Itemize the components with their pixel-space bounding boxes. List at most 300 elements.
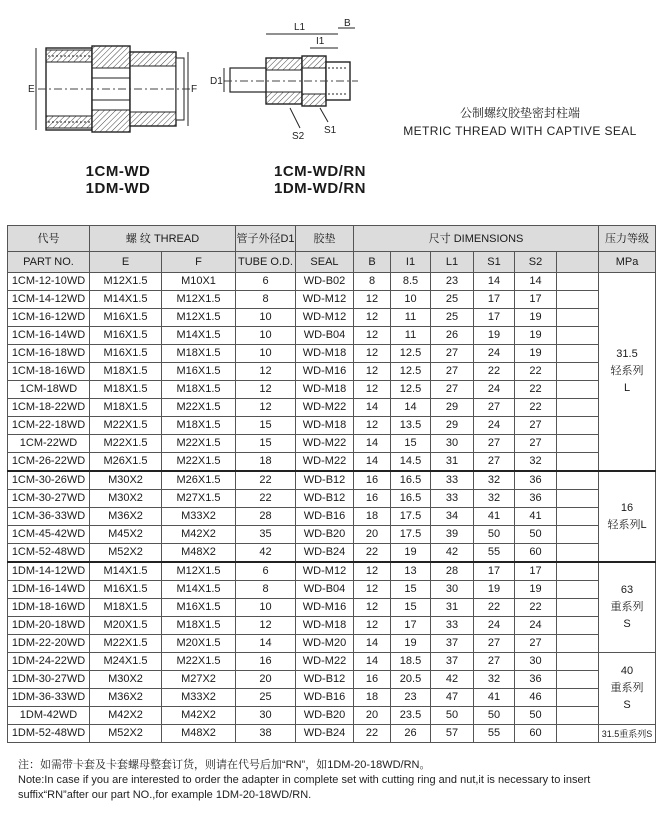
cell-s2: 41 xyxy=(515,508,557,526)
cell-l1: 27 xyxy=(431,381,474,399)
cell-b: 14 xyxy=(354,635,391,653)
table-row xyxy=(8,599,656,617)
model-name: 1CM-WD xyxy=(85,163,151,180)
cell-s1: 50 xyxy=(474,707,515,725)
cell-b: 20 xyxy=(354,526,391,544)
table-row xyxy=(8,635,656,653)
cell-s1: 32 xyxy=(474,671,515,689)
caption-cn: 公制螺纹胶垫密封柱端 xyxy=(459,106,580,120)
cell-i1: 15 xyxy=(391,599,431,617)
cell-tube-od: 12 xyxy=(236,363,296,381)
cell-tube-od: 38 xyxy=(236,725,296,743)
cell-s2: 14 xyxy=(515,273,557,291)
table-row xyxy=(8,399,656,417)
cell-seal: WD-M20 xyxy=(296,635,354,653)
dim-label-d1: D1 xyxy=(210,76,223,87)
pressure-class-line: 轻系列 xyxy=(610,365,644,377)
cell-tube-od: 30 xyxy=(236,707,296,725)
cell-s1: 27 xyxy=(474,635,515,653)
cell-b: 22 xyxy=(354,544,391,563)
cell-thread-e: M12X1.5 xyxy=(90,273,162,291)
cell-s1: 32 xyxy=(474,490,515,508)
cell-seal: WD-M18 xyxy=(296,417,354,435)
table-row xyxy=(8,273,656,291)
pressure-class-line: 31.5 xyxy=(616,348,638,360)
cell-tube-od: 22 xyxy=(236,471,296,490)
cell-thread-f: M48X2 xyxy=(162,544,236,563)
cell-thread-e: M42X2 xyxy=(90,707,162,725)
cell-s1: 24 xyxy=(474,345,515,363)
cell-b: 12 xyxy=(354,417,391,435)
table-row xyxy=(8,581,656,599)
table-row xyxy=(8,327,656,345)
cell-s2: 17 xyxy=(515,291,557,309)
cell-l1: 27 xyxy=(431,345,474,363)
cell-i1: 14.5 xyxy=(391,453,431,472)
cell-thread-e: M52X2 xyxy=(90,725,162,743)
cell-l1: 25 xyxy=(431,309,474,327)
header-pressure-cn: 压力等级 xyxy=(599,226,656,252)
cell-seal: WD-M16 xyxy=(296,363,354,381)
cell-thread-f: M48X2 xyxy=(162,725,236,743)
cell-i1: 20.5 xyxy=(391,671,431,689)
cell-blank xyxy=(557,327,599,345)
table-row xyxy=(8,490,656,508)
table-row xyxy=(8,309,656,327)
cell-tube-od: 14 xyxy=(236,635,296,653)
note-cn: 注：如需带卡套及卡套螺母整套订货，则请在代号后加“RN”，如1DM-20-18WD/RN。 xyxy=(18,759,431,771)
table-row xyxy=(8,725,656,743)
cell-blank xyxy=(557,689,599,707)
cell-seal: WD-M18 xyxy=(296,381,354,399)
cell-s1: 22 xyxy=(474,363,515,381)
cell-part-no: 1DM-24-22WD xyxy=(8,653,90,671)
cell-blank xyxy=(557,599,599,617)
cell-tube-od: 18 xyxy=(236,453,296,472)
cell-i1: 18.5 xyxy=(391,653,431,671)
cell-i1: 13 xyxy=(391,562,431,581)
cell-seal: WD-B02 xyxy=(296,273,354,291)
cell-s2: 32 xyxy=(515,453,557,472)
cell-thread-f: M18X1.5 xyxy=(162,381,236,399)
cell-seal: WD-B20 xyxy=(296,526,354,544)
cell-thread-f: M18X1.5 xyxy=(162,617,236,635)
cell-b: 16 xyxy=(354,671,391,689)
cell-thread-e: M16X1.5 xyxy=(90,309,162,327)
dim-label-e: E xyxy=(28,84,35,95)
cell-l1: 28 xyxy=(431,562,474,581)
cell-tube-od: 25 xyxy=(236,689,296,707)
cell-part-no: 1DM-14-12WD xyxy=(8,562,90,581)
cell-seal: WD-M18 xyxy=(296,617,354,635)
cell-b: 8 xyxy=(354,273,391,291)
cell-l1: 26 xyxy=(431,327,474,345)
cell-s1: 27 xyxy=(474,653,515,671)
cell-thread-f: M22X1.5 xyxy=(162,435,236,453)
cell-i1: 16.5 xyxy=(391,490,431,508)
header-thread-e: E xyxy=(90,252,162,273)
cell-seal: WD-M18 xyxy=(296,345,354,363)
cell-thread-e: M30X2 xyxy=(90,490,162,508)
cell-i1: 12.5 xyxy=(391,345,431,363)
cell-thread-e: M14X1.5 xyxy=(90,562,162,581)
cell-seal: WD-B04 xyxy=(296,581,354,599)
cell-blank xyxy=(557,273,599,291)
header-thread: 螺 纹 THREAD xyxy=(90,226,236,252)
cell-b: 18 xyxy=(354,689,391,707)
cell-b: 18 xyxy=(354,508,391,526)
dim-label-b: B xyxy=(344,18,351,29)
cell-thread-e: M52X2 xyxy=(90,544,162,563)
cell-tube-od: 10 xyxy=(236,599,296,617)
dim-label-s2: S2 xyxy=(292,131,305,140)
cell-thread-e: M18X1.5 xyxy=(90,363,162,381)
cell-b: 16 xyxy=(354,490,391,508)
header-blank xyxy=(557,252,599,273)
cell-s2: 19 xyxy=(515,327,557,345)
cell-blank xyxy=(557,381,599,399)
cell-l1: 27 xyxy=(431,363,474,381)
fitting-drawing-rn xyxy=(210,18,370,140)
table-row xyxy=(8,417,656,435)
header-thread-f: F xyxy=(162,252,236,273)
header-pressure-unit: MPa xyxy=(599,252,656,273)
cell-seal: WD-B20 xyxy=(296,707,354,725)
cell-blank xyxy=(557,471,599,490)
cell-thread-f: M26X1.5 xyxy=(162,471,236,490)
cell-seal: WD-B12 xyxy=(296,671,354,689)
cell-s2: 36 xyxy=(515,671,557,689)
cell-s1: 27 xyxy=(474,435,515,453)
cell-s1: 41 xyxy=(474,689,515,707)
cell-thread-e: M16X1.5 xyxy=(90,345,162,363)
cell-b: 14 xyxy=(354,453,391,472)
cell-s2: 19 xyxy=(515,581,557,599)
cell-seal: WD-M22 xyxy=(296,399,354,417)
pressure-class-cell xyxy=(599,562,656,653)
cell-s2: 46 xyxy=(515,689,557,707)
cell-tube-od: 16 xyxy=(236,653,296,671)
cell-thread-e: M18X1.5 xyxy=(90,599,162,617)
cell-thread-f: M12X1.5 xyxy=(162,562,236,581)
cell-seal: WD-M22 xyxy=(296,435,354,453)
cell-s1: 17 xyxy=(474,562,515,581)
cell-seal: WD-B24 xyxy=(296,544,354,563)
cell-part-no: 1CM-16-14WD xyxy=(8,327,90,345)
table-row xyxy=(8,381,656,399)
header-seal-en: SEAL xyxy=(296,252,354,273)
pressure-class-line: 16 xyxy=(620,501,634,514)
cell-l1: 34 xyxy=(431,508,474,526)
cell-i1: 17 xyxy=(391,617,431,635)
cell-l1: 31 xyxy=(431,453,474,472)
cell-l1: 30 xyxy=(431,581,474,599)
cell-i1: 23 xyxy=(391,689,431,707)
cell-b: 14 xyxy=(354,399,391,417)
cell-i1: 13.5 xyxy=(391,417,431,435)
cell-l1: 29 xyxy=(431,399,474,417)
table-row xyxy=(8,671,656,689)
cell-thread-f: M12X1.5 xyxy=(162,291,236,309)
cell-thread-f: M27X2 xyxy=(162,671,236,689)
cell-s1: 24 xyxy=(474,417,515,435)
cell-seal: WD-B16 xyxy=(296,508,354,526)
cell-tube-od: 8 xyxy=(236,581,296,599)
cell-blank xyxy=(557,544,599,563)
cell-blank xyxy=(557,581,599,599)
header-s1: S1 xyxy=(474,252,515,273)
cell-b: 12 xyxy=(354,327,391,345)
cell-part-no: 1DM-30-27WD xyxy=(8,671,90,689)
cell-blank xyxy=(557,417,599,435)
cell-tube-od: 12 xyxy=(236,399,296,417)
cell-s1: 27 xyxy=(474,453,515,472)
cell-s2: 36 xyxy=(515,490,557,508)
cell-s1: 19 xyxy=(474,581,515,599)
cell-tube-od: 28 xyxy=(236,508,296,526)
cell-s1: 19 xyxy=(474,327,515,345)
cell-tube-od: 22 xyxy=(236,490,296,508)
cell-thread-f: M12X1.5 xyxy=(162,309,236,327)
cell-s1: 32 xyxy=(474,471,515,490)
cell-blank xyxy=(557,453,599,472)
table-row xyxy=(8,508,656,526)
cell-seal: WD-M16 xyxy=(296,599,354,617)
cell-i1: 23.5 xyxy=(391,707,431,725)
table-row xyxy=(8,707,656,725)
cell-seal: WD-M22 xyxy=(296,453,354,472)
cell-tube-od: 15 xyxy=(236,435,296,453)
cell-s2: 60 xyxy=(515,544,557,563)
pressure-class-cell xyxy=(599,725,656,743)
cell-thread-e: M36X2 xyxy=(90,508,162,526)
cell-l1: 37 xyxy=(431,635,474,653)
cell-l1: 23 xyxy=(431,273,474,291)
cell-tube-od: 15 xyxy=(236,417,296,435)
cell-part-no: 1DM-18-16WD xyxy=(8,599,90,617)
cell-s2: 19 xyxy=(515,309,557,327)
table-row xyxy=(8,544,656,563)
pressure-class-line: L xyxy=(623,382,631,394)
cell-thread-f: M22X1.5 xyxy=(162,453,236,472)
dim-label-s1: S1 xyxy=(324,125,337,136)
cell-b: 14 xyxy=(354,653,391,671)
cell-thread-f: M16X1.5 xyxy=(162,363,236,381)
cell-part-no: 1CM-14-12WD xyxy=(8,291,90,309)
cell-tube-od: 42 xyxy=(236,544,296,563)
cell-thread-f: M33X2 xyxy=(162,689,236,707)
cell-seal: WD-B12 xyxy=(296,490,354,508)
cell-thread-f: M14X1.5 xyxy=(162,327,236,345)
cell-s1: 22 xyxy=(474,599,515,617)
table-row xyxy=(8,562,656,581)
cell-s2: 24 xyxy=(515,617,557,635)
cell-thread-f: M10X1 xyxy=(162,273,236,291)
cell-s2: 19 xyxy=(515,345,557,363)
pressure-class-line: S xyxy=(623,618,631,630)
cell-blank xyxy=(557,562,599,581)
model-names-rn xyxy=(240,163,400,197)
cell-blank xyxy=(557,526,599,544)
fitting-drawing-wd xyxy=(28,28,198,143)
cell-thread-e: M30X2 xyxy=(90,471,162,490)
cell-s2: 27 xyxy=(515,635,557,653)
cell-part-no: 1CM-45-42WD xyxy=(8,526,90,544)
pressure-class-line: 重系列 xyxy=(610,682,644,694)
cell-s1: 27 xyxy=(474,399,515,417)
cell-part-no: 1CM-36-33WD xyxy=(8,508,90,526)
cell-b: 12 xyxy=(354,309,391,327)
cell-tube-od: 10 xyxy=(236,309,296,327)
cell-b: 12 xyxy=(354,581,391,599)
cell-b: 12 xyxy=(354,363,391,381)
model-name: 1CM-WD/RN xyxy=(274,163,366,180)
table-row xyxy=(8,689,656,707)
dim-label-i1: I1 xyxy=(316,36,325,47)
product-caption xyxy=(400,104,640,140)
cell-l1: 33 xyxy=(431,490,474,508)
cell-l1: 31 xyxy=(431,599,474,617)
cell-seal: WD-B24 xyxy=(296,725,354,743)
cell-thread-f: M20X1.5 xyxy=(162,635,236,653)
cell-part-no: 1CM-16-12WD xyxy=(8,309,90,327)
cell-s2: 17 xyxy=(515,562,557,581)
cell-blank xyxy=(557,490,599,508)
cell-part-no: 1CM-26-22WD xyxy=(8,453,90,472)
cell-thread-f: M22X1.5 xyxy=(162,399,236,417)
cell-b: 12 xyxy=(354,617,391,635)
cell-i1: 15 xyxy=(391,581,431,599)
cell-seal: WD-M12 xyxy=(296,309,354,327)
cell-b: 12 xyxy=(354,381,391,399)
cell-thread-f: M16X1.5 xyxy=(162,599,236,617)
cell-part-no: 1CM-22WD xyxy=(8,435,90,453)
pressure-class-line: 轻系列L xyxy=(607,518,647,531)
cell-part-no: 1CM-16-18WD xyxy=(8,345,90,363)
cell-thread-f: M22X1.5 xyxy=(162,653,236,671)
cell-blank xyxy=(557,635,599,653)
cell-s1: 24 xyxy=(474,617,515,635)
cell-thread-f: M33X2 xyxy=(162,508,236,526)
cell-tube-od: 6 xyxy=(236,562,296,581)
cell-s1: 24 xyxy=(474,381,515,399)
cell-tube-od: 20 xyxy=(236,671,296,689)
cell-blank xyxy=(557,399,599,417)
cell-seal: WD-M12 xyxy=(296,562,354,581)
cell-s1: 55 xyxy=(474,544,515,563)
pressure-class-cell xyxy=(599,471,656,562)
cell-part-no: 1CM-18-22WD xyxy=(8,399,90,417)
cell-part-no: 1DM-42WD xyxy=(8,707,90,725)
pressure-class-line: 40 xyxy=(620,665,634,677)
cell-thread-e: M20X1.5 xyxy=(90,617,162,635)
spec-table-body xyxy=(8,273,656,743)
table-row xyxy=(8,471,656,490)
cell-l1: 37 xyxy=(431,653,474,671)
cell-b: 22 xyxy=(354,725,391,743)
model-name: 1DM-WD/RN xyxy=(274,180,366,197)
cell-blank xyxy=(557,671,599,689)
cell-i1: 14 xyxy=(391,399,431,417)
cell-part-no: 1CM-22-18WD xyxy=(8,417,90,435)
pressure-class-cell xyxy=(599,653,656,725)
cell-i1: 11 xyxy=(391,309,431,327)
cell-part-no: 1CM-18WD xyxy=(8,381,90,399)
cell-b: 12 xyxy=(354,599,391,617)
cell-blank xyxy=(557,653,599,671)
cell-part-no: 1CM-18-16WD xyxy=(8,363,90,381)
cell-thread-e: M22X1.5 xyxy=(90,635,162,653)
cell-thread-f: M27X1.5 xyxy=(162,490,236,508)
cell-l1: 33 xyxy=(431,617,474,635)
header-i1: I1 xyxy=(391,252,431,273)
header-s2: S2 xyxy=(515,252,557,273)
header-part-cn: 代号 xyxy=(8,226,90,252)
cell-thread-e: M36X2 xyxy=(90,689,162,707)
table-row xyxy=(8,526,656,544)
cell-s1: 55 xyxy=(474,725,515,743)
cell-i1: 17.5 xyxy=(391,508,431,526)
cell-thread-f: M18X1.5 xyxy=(162,417,236,435)
cell-s1: 50 xyxy=(474,526,515,544)
cell-seal: WD-B12 xyxy=(296,471,354,490)
cell-seal: WD-M12 xyxy=(296,291,354,309)
cell-thread-e: M16X1.5 xyxy=(90,581,162,599)
cell-i1: 11 xyxy=(391,327,431,345)
cell-thread-f: M18X1.5 xyxy=(162,345,236,363)
cell-s1: 41 xyxy=(474,508,515,526)
cell-part-no: 1DM-20-18WD xyxy=(8,617,90,635)
cell-i1: 10 xyxy=(391,291,431,309)
cell-l1: 42 xyxy=(431,671,474,689)
cell-tube-od: 6 xyxy=(236,273,296,291)
cell-thread-e: M22X1.5 xyxy=(90,435,162,453)
table-row xyxy=(8,653,656,671)
cell-tube-od: 12 xyxy=(236,381,296,399)
cell-thread-e: M22X1.5 xyxy=(90,417,162,435)
header-seal-cn: 胶垫 xyxy=(296,226,354,252)
cell-l1: 57 xyxy=(431,725,474,743)
cell-blank xyxy=(557,291,599,309)
cell-b: 12 xyxy=(354,345,391,363)
drawing-area xyxy=(0,0,660,222)
cell-s2: 22 xyxy=(515,381,557,399)
cell-l1: 33 xyxy=(431,471,474,490)
table-row xyxy=(8,453,656,472)
cell-part-no: 1DM-16-14WD xyxy=(8,581,90,599)
cell-s1: 17 xyxy=(474,309,515,327)
cell-thread-e: M24X1.5 xyxy=(90,653,162,671)
header-tube-cn: 管子外径D1 xyxy=(236,226,296,252)
cell-s2: 22 xyxy=(515,599,557,617)
cell-i1: 16.5 xyxy=(391,471,431,490)
cell-s2: 27 xyxy=(515,435,557,453)
cell-seal: WD-B04 xyxy=(296,327,354,345)
cell-thread-e: M14X1.5 xyxy=(90,291,162,309)
header-part-en: PART NO. xyxy=(8,252,90,273)
cell-tube-od: 8 xyxy=(236,291,296,309)
table-row xyxy=(8,435,656,453)
cell-part-no: 1DM-52-48WD xyxy=(8,725,90,743)
cell-thread-e: M26X1.5 xyxy=(90,453,162,472)
caption-en: METRIC THREAD WITH CAPTIVE SEAL xyxy=(403,124,637,138)
cell-part-no: 1CM-12-10WD xyxy=(8,273,90,291)
cell-s2: 22 xyxy=(515,363,557,381)
order-note xyxy=(18,758,648,803)
cell-part-no: 1CM-30-26WD xyxy=(8,471,90,490)
cell-b: 20 xyxy=(354,707,391,725)
cell-blank xyxy=(557,363,599,381)
